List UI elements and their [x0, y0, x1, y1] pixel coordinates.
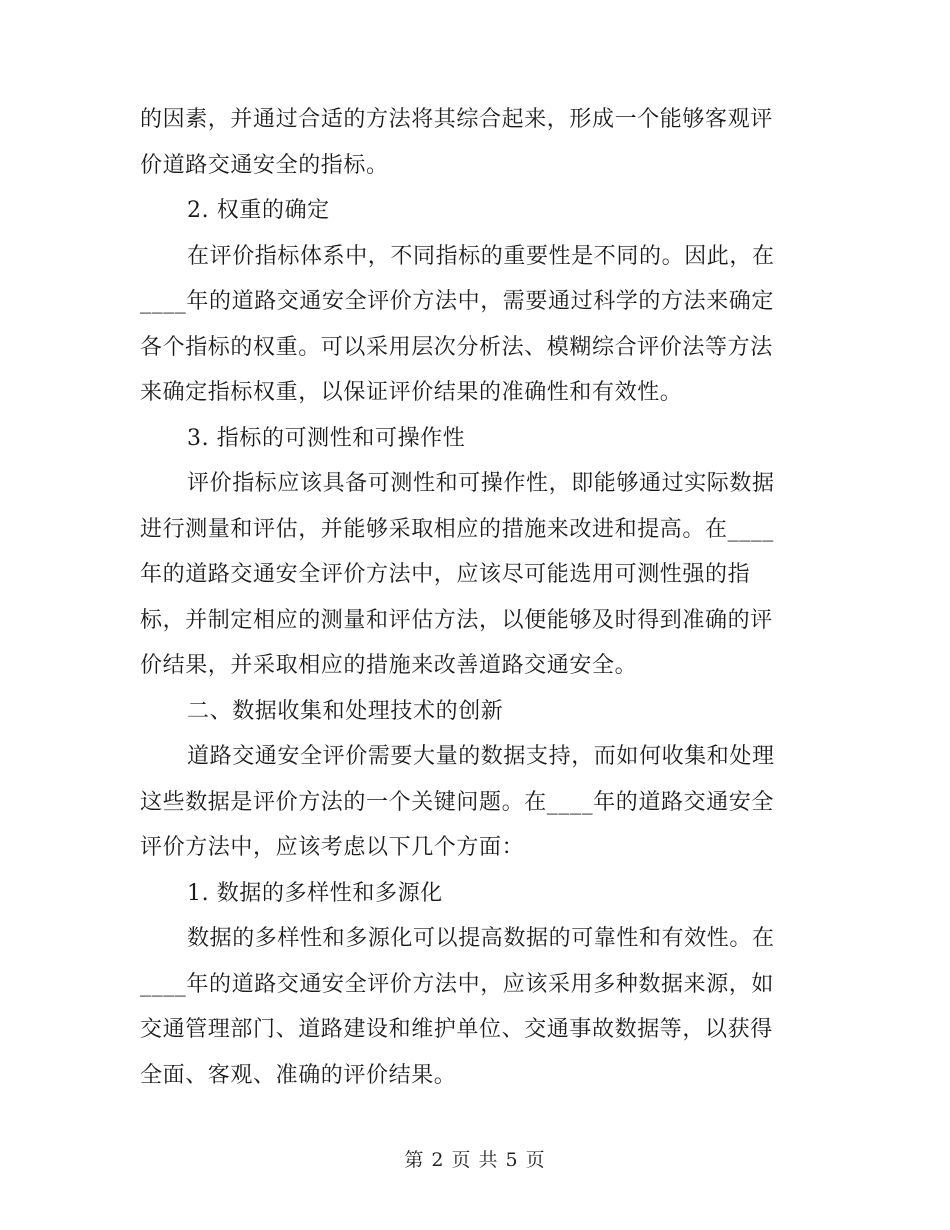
paragraph-start: 在评价指标体系中，不同指标的重要性是不同的。因此，在 — [187, 243, 775, 269]
text-line: ____年的道路交通安全评价方法中，应该采用多种数据来源，如 — [140, 971, 775, 997]
text-line: 的因素，并通过合适的方法将其综合起来，形成一个能够客观评 — [140, 107, 773, 132]
paragraph-start: 评价指标应该具备可测性和可操作性，即能够通过实际数据 — [187, 471, 775, 496]
text-line: 全面、客观、准确的评价结果。 — [140, 1062, 457, 1088]
page-number-footer: 第 2 页 共 5 页 — [404, 1149, 546, 1171]
section-heading: 2. 权重的确定 — [187, 198, 330, 223]
section-heading: 1. 数据的多样性和多源化 — [187, 880, 443, 906]
text-line: 交通管理部门、道路建设和维护单位、交通事故数据等，以获得 — [140, 1017, 773, 1042]
chapter-heading: 二、数据收集和处理技术的创新 — [187, 698, 504, 724]
text-line: 来确定指标权重，以保证评价结果的准确性和有效性。 — [140, 380, 683, 405]
text-line: 价道路交通安全的指标。 — [140, 152, 389, 178]
text-line: 评价方法中，应该考虑以下几个方面： — [140, 835, 525, 860]
text-line: 价结果，并采取相应的措施来改善道路交通安全。 — [140, 653, 638, 678]
paragraph-start: 数据的多样性和多源化可以提高数据的可靠性和有效性。在 — [187, 926, 775, 951]
text-line: 年的道路交通安全评价方法中，应该尽可能选用可测性强的指 — [140, 562, 751, 587]
document-body — [140, 97, 800, 1098]
text-line: 标，并制定相应的测量和评估方法，以便能够及时得到准确的评 — [140, 607, 773, 633]
section-heading: 3. 指标的可测性和可操作性 — [187, 425, 466, 451]
text-line: 各个指标的权重。可以采用层次分析法、模糊综合评价法等方法 — [140, 334, 773, 360]
text-line: 进行测量和评估，并能够采取相应的措施来改进和提高。在____ — [140, 516, 775, 542]
paragraph-start: 道路交通安全评价需要大量的数据支持，而如何收集和处理 — [187, 744, 775, 769]
text-line: 这些数据是评价方法的一个关键问题。在____年的道路交通安全 — [140, 789, 775, 815]
text-line: ____年的道路交通安全评价方法中，需要通过科学的方法来确定 — [140, 289, 775, 314]
